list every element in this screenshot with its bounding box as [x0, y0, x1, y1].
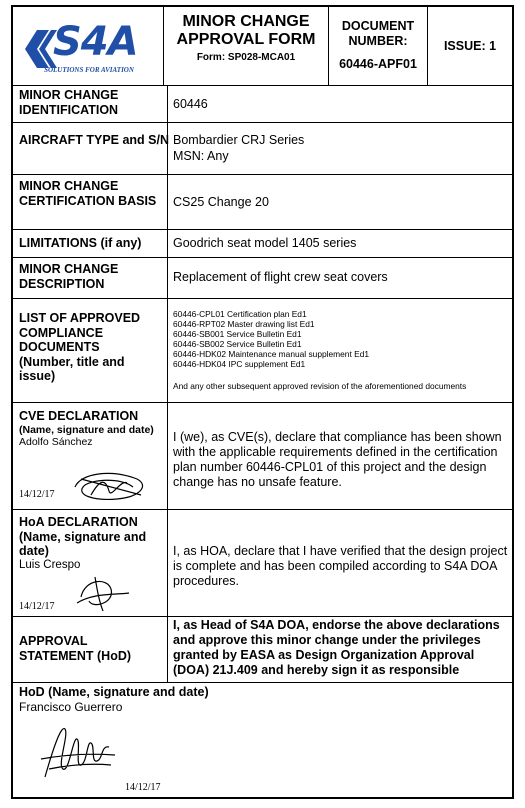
logo-brand: S4A	[53, 19, 138, 65]
minor-change-approval-form	[11, 5, 514, 799]
hoa-label-block	[19, 515, 164, 572]
hod-name: Francisco Guerrero	[19, 700, 123, 714]
row-divider	[13, 298, 512, 299]
aircraft-label: AIRCRAFT TYPE and S/N	[19, 133, 170, 147]
row-divider	[13, 257, 512, 258]
document-number-label: DOCUMENT NUMBER:	[341, 19, 415, 48]
row-divider	[13, 122, 512, 123]
certification-basis-value: CS25 Change 20	[173, 195, 269, 209]
aircraft-msn-value: MSN: Any	[173, 149, 229, 163]
hoa-signature-icon	[73, 573, 133, 613]
logo-cell	[13, 7, 163, 85]
identification-value: 60446	[173, 97, 208, 111]
logo-tagline: SOLUTIONS FOR AVIATION	[44, 66, 134, 74]
row-divider	[13, 402, 512, 403]
cve-name: Adolfo Sánchez	[19, 435, 93, 448]
documents-list	[173, 309, 508, 391]
identification-label: MINOR CHANGE IDENTIFICATION	[19, 88, 119, 117]
documents-note: And any other subsequent approved revision of the aforementioned documents	[173, 381, 467, 391]
cve-declaration-text: I (we), as CVE(s), declare that compliance has been shown with the applicable requirements defined in the certification plan number 60446-CPL01 of this project and the design change has no unsafe feature.	[173, 430, 502, 489]
limitations-label: LIMITATIONS (if any)	[19, 236, 142, 250]
cve-label-block	[19, 409, 164, 448]
document-item: 60446-HDK02 Maintenance manual supplement Ed1	[173, 349, 370, 359]
hod-signature-icon	[39, 719, 119, 781]
aircraft-type-value: Bombardier CRJ Series	[173, 133, 305, 147]
hoa-date: 14/12/17	[19, 601, 55, 612]
cve-sublabel: (Name, signature and date)	[19, 423, 154, 436]
certification-basis-label: MINOR CHANGE CERTIFICATION BASIS	[19, 179, 157, 208]
hod-label: HoD (Name, signature and date)	[19, 685, 209, 699]
form-title: MINOR CHANGE APPROVAL FORM	[176, 13, 316, 48]
cve-label: CVE DECLARATION	[19, 409, 139, 423]
document-number-value: 60446-APF01	[339, 57, 417, 71]
cve-signature-icon	[71, 465, 151, 505]
hoa-declaration-text: I, as HOA, declare that I have verified that the design project is complete and has been compiled according to S4A DOA procedures.	[173, 544, 508, 588]
cve-date: 14/12/17	[19, 489, 55, 500]
document-number-cell	[329, 19, 427, 72]
description-value: Replacement of flight crew seat covers	[173, 270, 388, 284]
approval-statement-text: I, as Head of S4A DOA, endorse the above declarations and approve this minor change under the privileges granted by EASA as Design Organization Approval (DOA) 21J.409 and hereby sign it as responsible	[173, 618, 500, 677]
row-divider	[13, 616, 512, 617]
document-item: 60446-CPL01 Certification plan Ed1	[173, 309, 307, 319]
hod-date: 14/12/17	[125, 782, 161, 793]
row-divider	[13, 174, 512, 175]
issue-number: ISSUE: 1	[443, 39, 497, 53]
form-title-cell	[164, 13, 328, 63]
row-divider	[13, 682, 512, 683]
approval-label: APPROVAL STATEMENT (HoD)	[19, 634, 132, 663]
row-divider	[13, 509, 512, 510]
row-divider	[13, 85, 512, 86]
document-item: 60446-SB002 Service Bulletin Ed1	[173, 339, 302, 349]
documents-label: LIST OF APPROVED COMPLIANCE DOCUMENTS	[19, 311, 141, 354]
document-item: 60446-RPT02 Master drawing list Ed1	[173, 319, 315, 329]
documents-sublabel: (Number, title and issue)	[19, 354, 125, 383]
hoa-label: HoA DECLARATION	[19, 515, 138, 529]
description-label: MINOR CHANGE DESCRIPTION	[19, 262, 119, 291]
form-code: Form: SP028-MCA01	[196, 52, 296, 63]
column-divider	[167, 85, 168, 682]
hoa-sublabel: (Name, signature and date)	[19, 529, 147, 558]
documents-label-block	[19, 311, 164, 384]
limitations-value: Goodrich seat model 1405 series	[173, 236, 357, 250]
hoa-name: Luis Crespo	[19, 558, 81, 571]
document-item: 60446-HDK04 IPC supplement Ed1	[173, 359, 306, 369]
document-item: 60446-SB001 Service Bulletin Ed1	[173, 329, 302, 339]
row-divider	[13, 229, 512, 230]
